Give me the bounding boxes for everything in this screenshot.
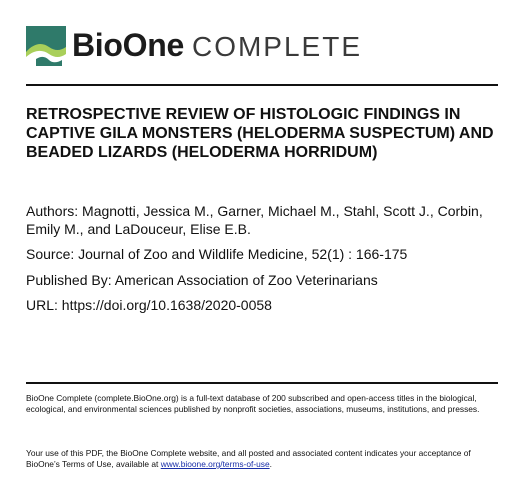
bioone-mark-icon (26, 26, 66, 66)
header-divider (26, 84, 498, 86)
brand-bold-text: BioOne (72, 27, 184, 63)
footer-terms-text (26, 448, 496, 470)
article-authors: Authors: Magnotti, Jessica M., Garner, Michael M., Stahl, Scott J., Corbin, Emily M., and LaDouceur, Elise E.B. (26, 203, 483, 237)
article-source: Source: Journal of Zoo and Wildlife Medicine, 52(1) : 166-175 (26, 246, 408, 262)
article-publisher: Published By: American Association of Zoo Veterinarians (26, 272, 378, 288)
brand-name (72, 25, 362, 67)
terms-suffix-text: . (269, 459, 272, 469)
footer-about-text: BioOne Complete (complete.BioOne.org) is a full-text database of 200 subscribed and open-access titles in the biological, ecological, and environmental sciences published by nonprofit societies, associations, museums, institutions, and presses. (26, 393, 480, 414)
brand-light-text: COMPLETE (191, 31, 363, 62)
terms-prefix-text: Your use of this PDF, the BioOne Complete website, and all posted and associated content indicates your acceptance of BioOne’s Terms of Use, available at (26, 448, 471, 469)
footer-divider (26, 382, 498, 384)
article-title: RETROSPECTIVE REVIEW OF HISTOLOGIC FINDINGS IN CAPTIVE GILA MONSTERS (HELODERMA SUSPECTUM) AND BEADED LIZARDS (HELODERMA HORRIDUM) (26, 106, 494, 161)
article-url[interactable]: URL: https://doi.org/10.1638/2020-0058 (26, 297, 272, 313)
terms-of-use-link[interactable]: www.bioone.org/terms-of-use (160, 459, 270, 469)
bioone-logo[interactable] (26, 26, 362, 66)
